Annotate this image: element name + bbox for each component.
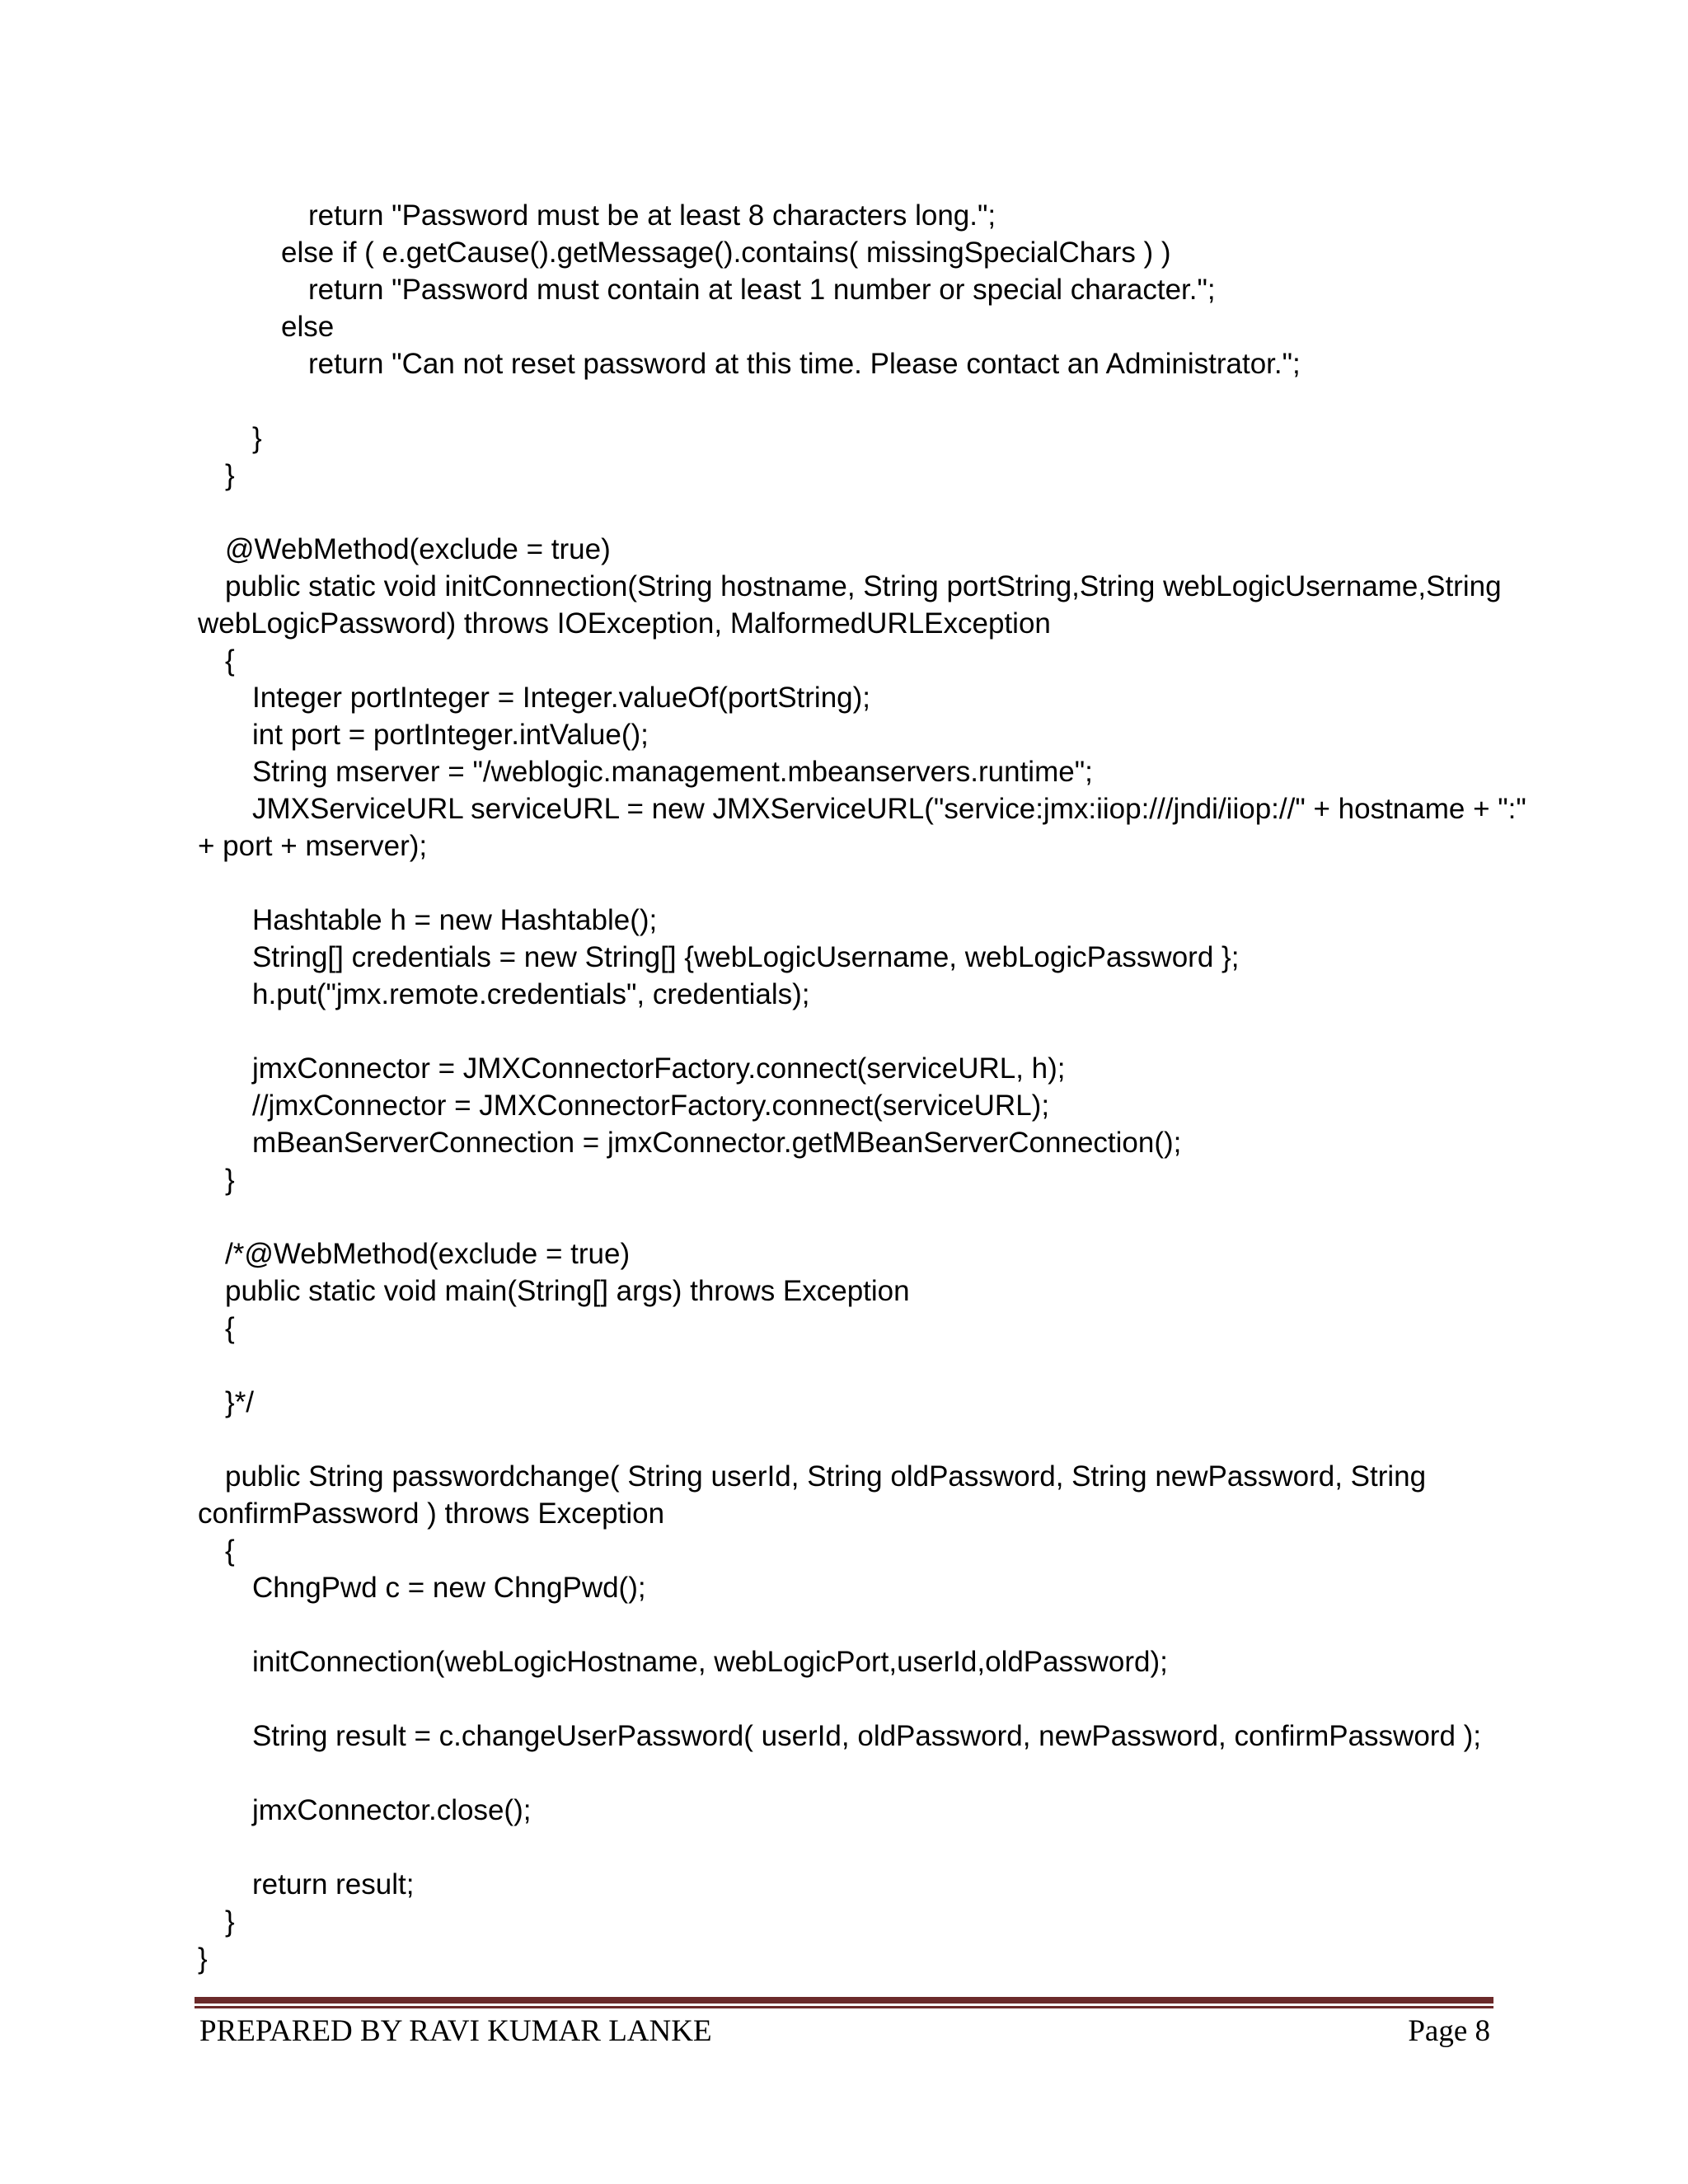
footer-author: PREPARED BY RAVI KUMAR LANKE: [199, 2014, 712, 2048]
code-line: Integer portInteger = Integer.valueOf(portString);: [252, 682, 871, 714]
code-line: String[] credentials = new String[] {webLogicUsername, webLogicPassword };: [252, 941, 1240, 973]
code-line: return "Can not reset password at this time. Please contact an Administrator.";: [308, 348, 1301, 380]
code-line: //jmxConnector = JMXConnectorFactory.connect(serviceURL);: [252, 1090, 1050, 1122]
code-line: initConnection(webLogicHostname, webLogicPort,userId,oldPassword);: [252, 1646, 1168, 1678]
code-line: @WebMethod(exclude = true): [225, 533, 611, 565]
code-line: public String passwordchange( String userId, String oldPassword, String newPassword, String: [225, 1460, 1427, 1493]
code-line: String mserver = "/weblogic.management.mbeanservers.runtime";: [252, 756, 1093, 788]
code-line: {: [225, 1535, 235, 1567]
code-line: confirmPassword ) throws Exception: [198, 1497, 665, 1530]
code-line: JMXServiceURL serviceURL = new JMXServiceURL("service:jmx:iiop:///jndi/iiop://" + hostname + ":": [252, 793, 1526, 825]
code-line: }: [252, 422, 262, 454]
code-line: return "Password must be at least 8 characters long.";: [308, 199, 996, 232]
footer-divider-thin: [195, 2006, 1493, 2008]
code-line: return result;: [252, 1868, 415, 1900]
code-line: + port + mserver);: [198, 830, 428, 862]
footer-divider: [195, 1997, 1493, 2004]
code-line: }: [225, 1164, 235, 1196]
code-line: String result = c.changeUserPassword( userId, oldPassword, newPassword, confirmPassword );: [252, 1720, 1482, 1752]
code-line: {: [225, 644, 235, 677]
code-line: /*@WebMethod(exclude = true): [225, 1238, 631, 1270]
code-line: jmxConnector = JMXConnectorFactory.connect(serviceURL, h);: [252, 1052, 1066, 1085]
code-line: }: [225, 1905, 235, 1938]
page-number: Page 8: [1408, 2014, 1490, 2048]
code-line: else if ( e.getCause().getMessage().contains( missingSpecialChars ) ): [281, 237, 1171, 269]
code-line: int port = portInteger.intValue();: [252, 719, 649, 751]
code-line: return "Password must contain at least 1 number or special character.";: [308, 274, 1216, 306]
code-line: public static void main(String[] args) throws Exception: [225, 1275, 910, 1307]
code-line: }*/: [225, 1386, 255, 1418]
code-line: public static void initConnection(String hostname, String portString,String webLogicUsername,String: [225, 570, 1502, 602]
code-line: webLogicPassword) throws IOException, MalformedURLException: [198, 607, 1051, 640]
code-line: else: [281, 311, 335, 343]
code-line: mBeanServerConnection = jmxConnector.getMBeanServerConnection();: [252, 1127, 1182, 1159]
code-line: }: [198, 1943, 208, 1975]
code-line: }: [225, 459, 235, 491]
code-line: jmxConnector.close();: [252, 1794, 532, 1826]
code-line: h.put("jmx.remote.credentials", credentials);: [252, 978, 810, 1010]
code-line: ChngPwd c = new ChngPwd();: [252, 1572, 646, 1604]
code-line: {: [225, 1312, 235, 1344]
code-line: Hashtable h = new Hashtable();: [252, 904, 658, 936]
